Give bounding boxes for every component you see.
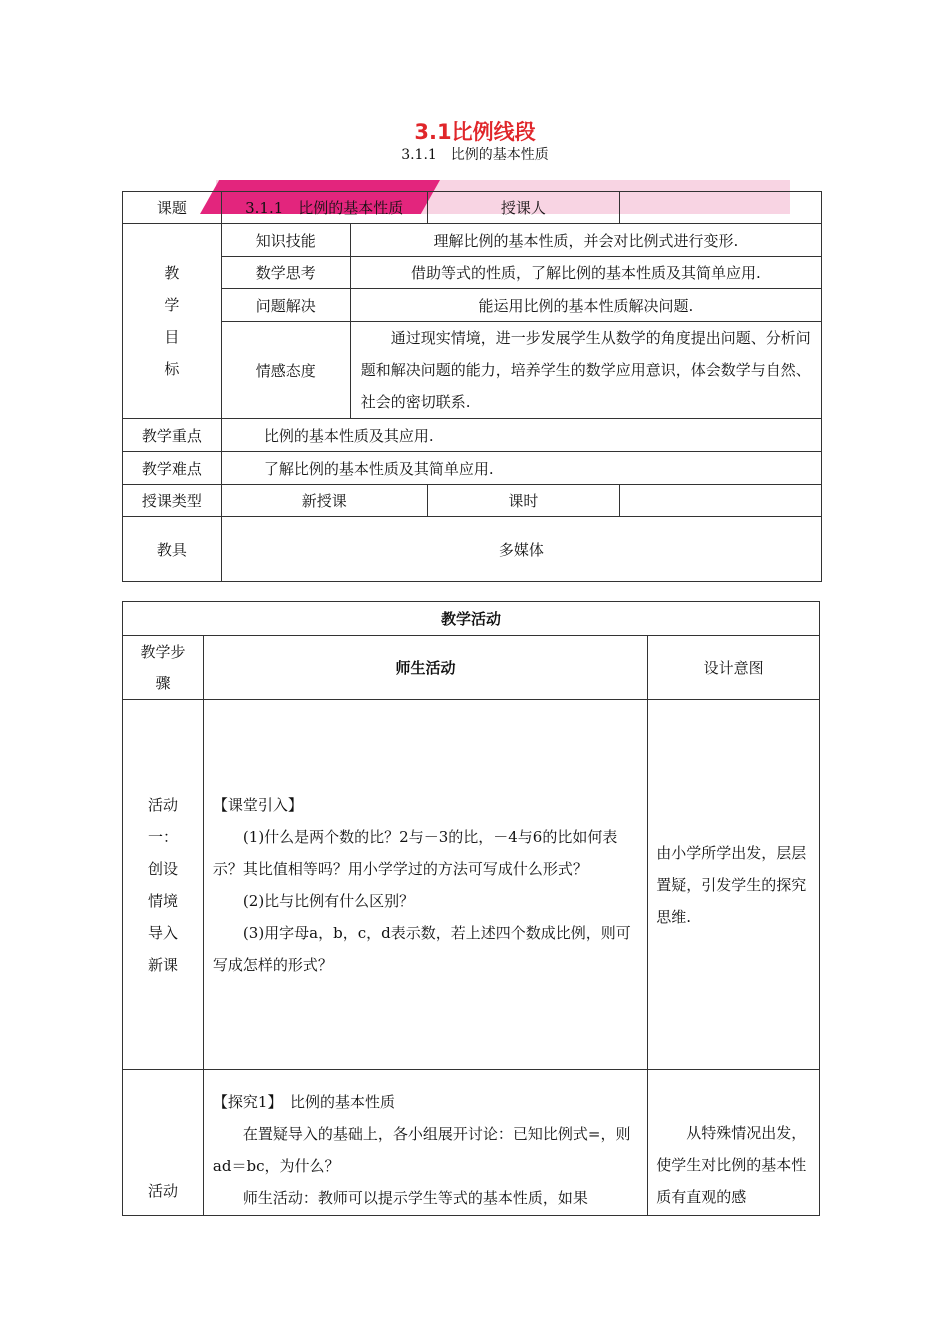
tools-label: 教具 — [123, 517, 222, 582]
goals-label: 教 学 目 标 — [123, 224, 222, 419]
activity-1-para-1: (1)什么是两个数的比？2与－3的比，－4与6的比如何表示？其比值相等吗？用小学学过的方法可写成什么形式？ — [212, 827, 618, 878]
period-label: 课时 — [427, 485, 620, 517]
activity-heading: 教学活动 — [123, 602, 820, 636]
goal-label-knowledge: 知识技能 — [221, 224, 350, 257]
goal-text-attitude: 通过现实情境，进一步发展学生从数学的角度提出问题、分析问题和解决问题的能力，培养学生的数学应用意识，体会数学与自然、社会的密切联系. — [350, 322, 821, 419]
step-activity-1: 活动 一： 创设 情境 导入 新课 — [123, 700, 204, 1070]
step-activity-2: 活动 — [123, 1070, 204, 1216]
activity-2-heading: 【探究1】 比例的基本性质 — [212, 1093, 395, 1111]
type-label: 授课类型 — [123, 485, 222, 517]
page-title: 3.1比例线段 — [414, 120, 536, 144]
activity-1-heading: 【课堂引入】 — [212, 795, 303, 814]
key-label: 教学重点 — [123, 419, 222, 452]
intent-activity-2: 从特殊情况出发，使学生对比例的基本性质有直观的感 — [648, 1070, 820, 1216]
page-subtitle: 3.1.1 比例的基本性质 — [401, 147, 549, 163]
teacher-value — [620, 192, 822, 224]
period-value — [620, 485, 822, 517]
activity-1-para-3: (3)用字母a，b，c，d表示数，若上述四个数成比例，则可写成怎样的形式？ — [212, 923, 631, 974]
goal-label-thinking: 数学思考 — [221, 257, 350, 289]
goal-text-knowledge: 理解比例的基本性质，并会对比例式进行变形. — [350, 224, 821, 257]
activity-content-2 — [203, 1070, 647, 1216]
col-intent-header: 设计意图 — [648, 636, 820, 700]
tools-value: 多媒体 — [221, 517, 821, 582]
activity-table — [122, 601, 820, 1216]
col-activity-header: 师生活动 — [203, 636, 647, 700]
topic-label: 课题 — [123, 192, 222, 224]
type-value: 新授课 — [221, 485, 427, 517]
goal-label-problem: 问题解决 — [221, 289, 350, 322]
activity-2-para-2: 师生活动：教师可以提示学生等式的基本性质，如果 — [242, 1189, 588, 1207]
activity-1-para-2: (2)比与比例有什么区别？ — [242, 891, 415, 910]
col-step-header: 教学步骤 — [123, 636, 204, 700]
activity-content-1 — [203, 700, 647, 1070]
activity-2-para-1: 在置疑导入的基础上，各小组展开讨论：已知比例式=，则ad＝bc，为什么？ — [212, 1125, 631, 1175]
lesson-info-table — [122, 191, 822, 582]
topic-value: 3.1.1 比例的基本性质 — [221, 192, 427, 224]
difficulty-text: 了解比例的基本性质及其简单应用. — [221, 452, 821, 485]
teacher-label: 授课人 — [427, 192, 620, 224]
goal-text-problem: 能运用比例的基本性质解决问题. — [350, 289, 821, 322]
key-text: 比例的基本性质及其应用. — [221, 419, 821, 452]
difficulty-label: 教学难点 — [123, 452, 222, 485]
goal-label-attitude: 情感态度 — [221, 322, 350, 419]
goal-text-thinking: 借助等式的性质，了解比例的基本性质及其简单应用. — [350, 257, 821, 289]
intent-activity-1: 由小学所学出发，层层置疑，引发学生的探究思维. — [648, 700, 820, 1070]
